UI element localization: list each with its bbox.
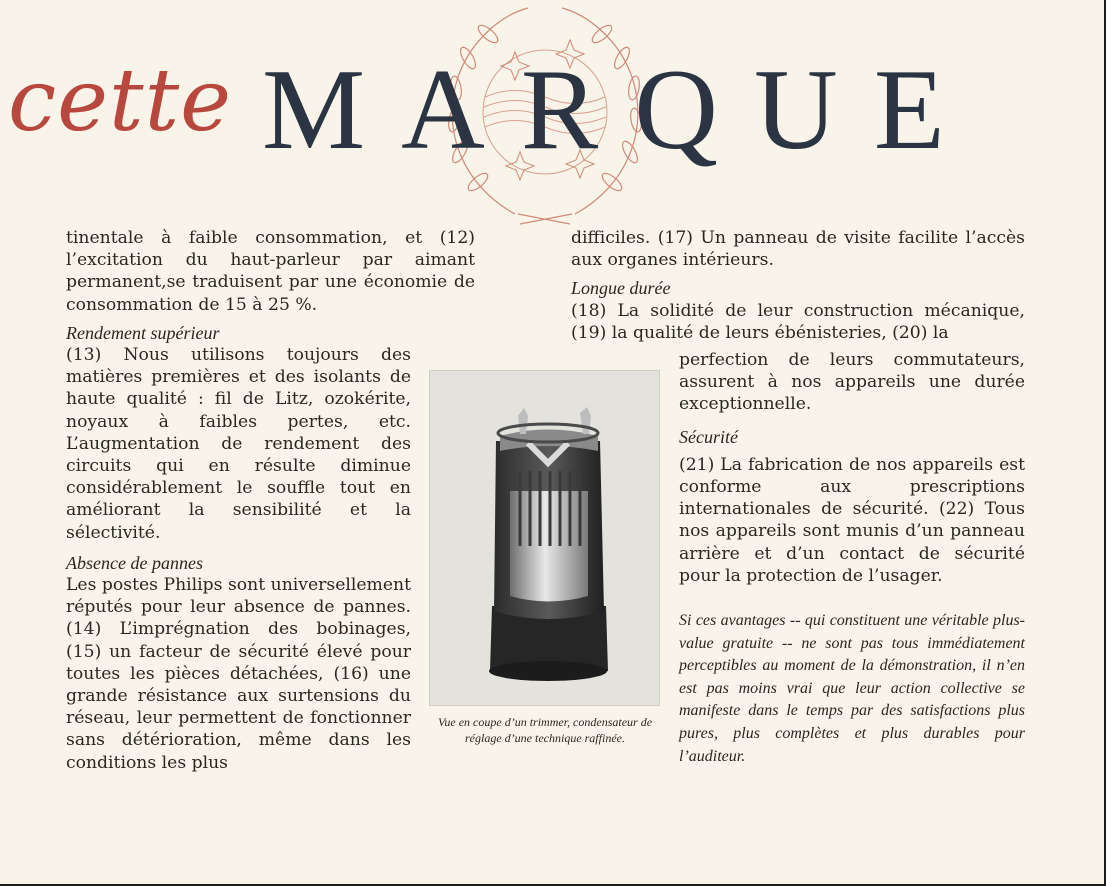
heading-rendement: Rendement supérieur — [66, 322, 220, 343]
paragraph-consommation: tinentale à faible consommation, et (12) l’excitation du haut-parleur par aimant permanent,se traduisent par une économie de consommation de 15 à 25 %. — [66, 228, 475, 315]
paragraph-longue-duree-suite: perfection de leurs commutateurs, assurent à nos appareils une durée exceptionnelle. — [679, 350, 1025, 415]
trimmer-photo — [429, 370, 660, 706]
closing-paragraph: Si ces avantages -- qui constituent une véritable plus-value gratuite -- ne sont pas tous immédiatement perceptibles au moment de la démonstration, il n’en est pas moins vrai que leur action collective se manifeste dans le temps par des satisfactions plus pures, plus complètes et plus durables pour l’auditeur. — [679, 612, 1025, 765]
paragraph-difficiles: difficiles. (17) Un panneau de visite facilite l’accès aux organes intérieurs. — [571, 228, 1025, 271]
heading-longue-duree: Longue durée — [571, 278, 671, 299]
trimmer-cutaway-image — [430, 371, 659, 705]
title-cette: cette — [8, 51, 233, 151]
column-left — [66, 227, 475, 774]
paragraph-securite: (21) La fabrication de nos appareils est conforme aux prescriptions internationales de sécurité. (22) Tous nos appareils sont munis d’un panneau arrière et d’un contact de sécurité pour la protection de l’usager. — [679, 454, 1025, 586]
heading-securite: Sécurité — [679, 426, 738, 447]
figure-caption: Vue en coupe d’un trimmer, condensateur de réglage d’une technique raffinée. — [437, 715, 653, 745]
title-marque: MARQUE — [262, 46, 981, 174]
paragraph-rendement: (13) Nous utilisons toujours des matières premières et des isolants de haute qualité : fil de Litz, ozokérite, noyaux à faibles pertes, etc. L’augmentation de rendement des circuits qui en résulte diminue considérablement le souffle tout en améliorant la sensibilité et la sélectivité. — [66, 345, 411, 543]
column-right-top — [571, 227, 1025, 344]
column-right-bottom — [679, 349, 1025, 587]
heading-absence-pannes: Absence de pannes — [66, 552, 203, 573]
paragraph-absence-pannes: Les postes Philips sont universellement réputés pour leur absence de pannes. (14) L’imprégnation des bobinages, (15) un facteur de sécurité élevé pour toutes les pièces détachées, (16) une grande résistance aux surtensions du réseau, leur permettent de fonctionner sans détérioration, même dans les conditions les plus — [66, 575, 411, 773]
paragraph-longue-duree: (18) La solidité de leur construction mécanique, (19) la qualité de leurs ébénisteries, (20) la — [571, 300, 1025, 343]
